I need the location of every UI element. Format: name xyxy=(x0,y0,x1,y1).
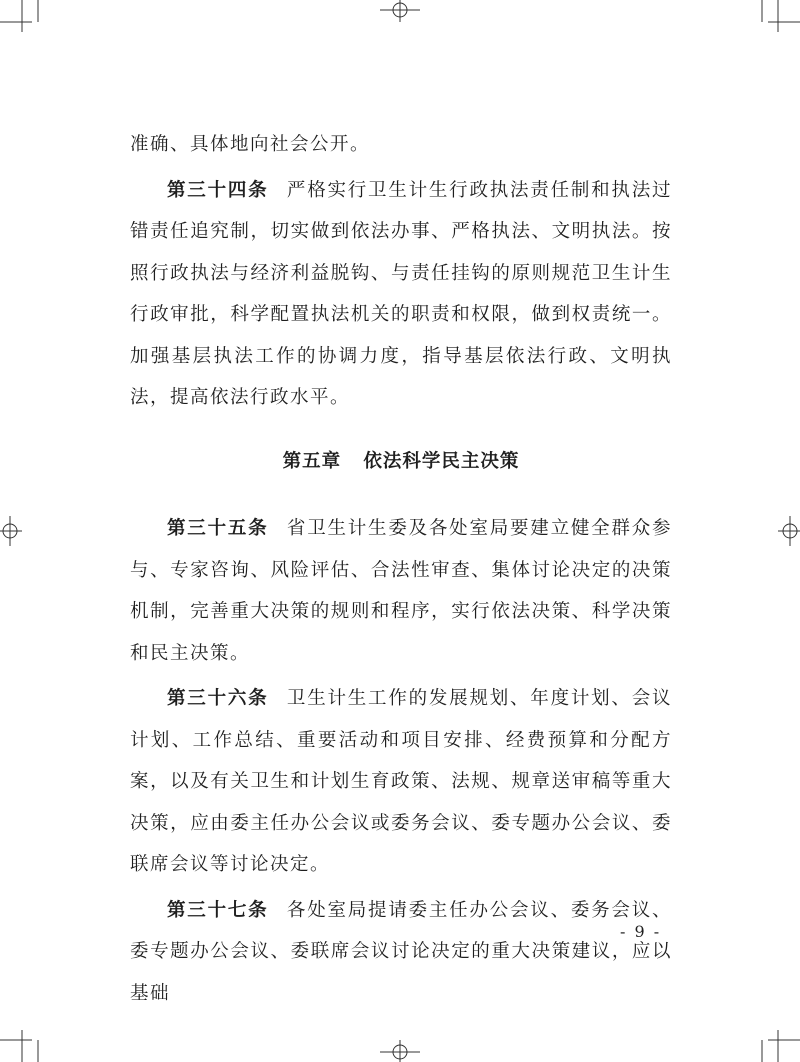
article-36 xyxy=(130,678,672,886)
page-number xyxy=(620,922,661,941)
page-number-value: 9 xyxy=(634,922,647,941)
article-number: 第三十四条 xyxy=(167,179,269,201)
paragraph-continuation: 准确、具体地向社会公开。 xyxy=(130,134,371,155)
article-34 xyxy=(130,170,672,419)
page-number-dash-left: - xyxy=(620,922,635,941)
article-text: 卫生计生工作的发展规划、年度计划、会议计划、工作总结、重要活动和项目安排、经费预算和分配方案，以及有关卫生和计划生育政策、法规、规章送审稿等重大决策，应由委主任办公会议或委务会议、委专题办公会议、委联席会议等讨论决定。 xyxy=(130,688,672,875)
article-number: 第三十七条 xyxy=(167,899,269,921)
article-text: 严格实行卫生计生行政执法责任制和执法过错责任追究制，切实做到依法办事、严格执法、文明执法。按照行政执法与经济利益脱钩、与责任挂钩的原则规范卫生计生行政审批，科学配置执法机关的职责和权限，做到权责统一。加强基层执法工作的协调力度，指导基层依法行政、文明执法，提高依法行政水平。 xyxy=(130,179,672,408)
chapter-heading xyxy=(130,441,672,483)
chapter-number: 第五章 xyxy=(282,450,342,472)
chapter-title: 依法科学民主决策 xyxy=(363,450,520,472)
article-37 xyxy=(130,890,672,1015)
page-number-dash-right: - xyxy=(646,922,662,941)
article-number: 第三十五条 xyxy=(167,518,269,539)
article-text: 省卫生计生委及各处室局要建立健全群众参与、专家咨询、风险评估、合法性审查、集体讨论决定的决策机制，完善重大决策的规则和程序，实行依法决策、科学决策和民主决策。 xyxy=(130,518,672,664)
article-number: 第三十六条 xyxy=(167,688,269,709)
article-text: 各处室局提请委主任办公会议、委务会议、委专题办公会议、委联席会议讨论决定的重大决策建议，应以基础 xyxy=(130,899,672,1004)
article-35 xyxy=(130,508,672,674)
document-body xyxy=(130,124,672,1018)
